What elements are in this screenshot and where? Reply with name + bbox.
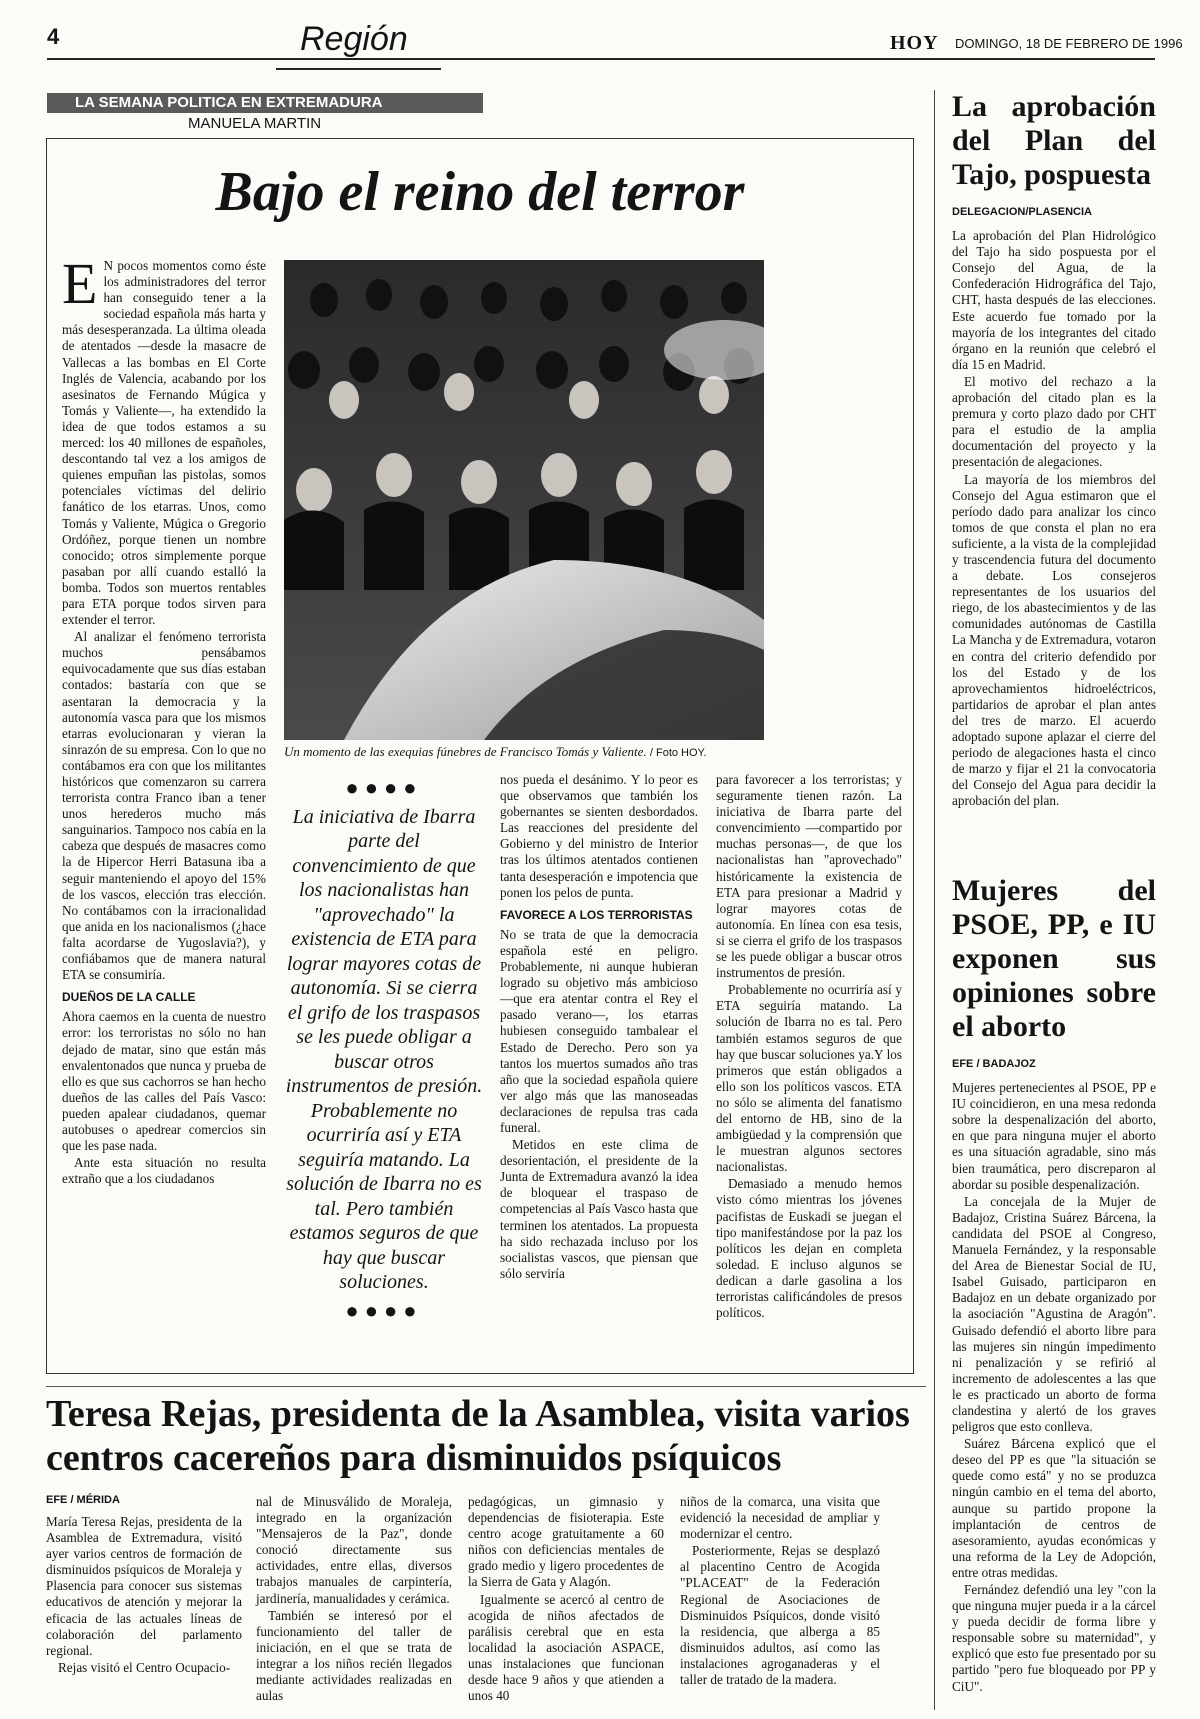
bottom-paragraph: nal de Minusválido de Moraleja, integrado en la organización "Mensajeros de la Paz", donde conoció directamente sus actividades, entre ellas, diversos trabajos manuales de carpintería, jardinería, manualidades y cerámica.: [256, 1494, 452, 1606]
bottom-paragraph: niños de la comarca, una visita que evidenció la necesidad de ampliar y modernizar el centro.: [680, 1494, 880, 1542]
page-number: 4: [47, 24, 60, 49]
main-article-paragraph: Ante esta situación no resulta extraño que a los ciudadanos: [62, 1155, 266, 1187]
main-headline: Bajo el reino del terror: [215, 161, 745, 223]
main-article-column-4: [716, 772, 902, 1322]
section-title: Región: [300, 20, 408, 58]
main-article-paragraph: Al analizar el fenómeno terrorista muchos pensábamos equivocadamente que sus días estaban contados: bastaría con que se asentaran la democracia y la autonomía vasca para que los mismos etarras evolucionaran y vieran la sinrazón de su empresa. Con lo que no contábamos era con que los militantes históricos que comenzaron su carrera terrorista contra Franco iban a tener unos herederos mucho más sanguinarios. Tampoco nos cabía en la cabeza que después de masacres como la de Hipercor Herri Batasuna iba a seguir manteniendo el apoyo del 15% de los vascos, elección tras elección. No contábamos con la irracionalidad que anida en los nacionalismos (¿hace falta acordarse de Yugoslavia?), y confiábamos que de manera natural ETA se consumiría.: [62, 629, 266, 983]
newspaper-name: HOY: [890, 32, 939, 54]
side-source: DELEGACION/PLASENCIA: [952, 206, 1092, 218]
section-underline: [276, 68, 441, 70]
main-article-paragraph: Ahora caemos en la cuenta de nuestro error: los terroristas no sólo no han dejado de matar, sino que están más envalentonados que nunca y prueba de ello es que sus cachorros se han hecho dueños de las calles del País Vasco: pueden apalear ciudadanos, quemar autobuses o apedrear comercios sin que les pase nada.: [62, 1009, 266, 1154]
side-source: EFE / BADAJOZ: [952, 1058, 1036, 1070]
side-paragraph: La aprobación del Plan Hidrológico del Tajo ha sido pospuesta por el Consejo del Agua, de la Confederación Hidrográfica del Tajo, CHT, hasta después de las elecciones. Este acuerdo fue tomado por la mayoría de los integrantes del citado órgano en la reunión que celebró el día 15 en Madrid.: [952, 228, 1156, 372]
column-divider: [934, 90, 935, 1710]
bottom-headline: Teresa Rejas, presidenta de la Asamblea, visita varios centros cacereños para disminuidos psíquicos: [46, 1393, 910, 1479]
header-rule: [47, 58, 1155, 60]
bottom-paragraph: Rejas visitó el Centro Ocupacio-: [58, 1659, 231, 1675]
bottom-article-column-1: [46, 1514, 242, 1677]
side-headline: La aprobación del Plan del Tajo, pospuesta: [952, 90, 1156, 191]
main-article-column-1: [62, 251, 266, 1188]
pull-quote-dots-top: ●●●●: [345, 775, 423, 800]
bottom-article-column-4: [680, 1494, 880, 1689]
drop-cap: E: [62, 251, 98, 316]
side-article-aborto: [952, 874, 1156, 1696]
subheading: DUEÑOS DE LA CALLE: [62, 990, 196, 1005]
side-paragraph: Fernández defendió una ley "con la que ninguna mujer pueda ir a la cárcel y pueda decidir de forma libre y responsable sobre su maternidad", y explicó que esto fue presentado por su partido "pero fue bloqueado por PP y CiU".: [952, 1582, 1156, 1694]
main-article-paragraph: N pocos momentos como éste los administradores del terror han conseguido tener a la sociedad española más harta y más desesperanzada. La última oleada de atentados —desde la masacre de Vallecas a las bombas en El Corte Inglés de Valencia, acabando por los asesinatos de Fernando Múgica y Tomás y Valiente—, ha extendido la idea de que todos estamos a su merced: los 40 millones de españoles, descontando tal vez a los amigos de quienes empuñan las pistolas, somos potenciales víctimas del delirio fanático de los etarras. Unos, como Tomás y Valiente, Múgica o Gregorio Ordóñez, porque tienen un nombre conocido; otros simplemente porque pasaban por allí cuando estalló la bomba. Todos son muertos rentables para ETA porque todos sirven para extender el terror.: [62, 258, 266, 628]
photo-credit: / Foto HOY.: [649, 747, 707, 759]
side-paragraph: El motivo del rechazo a la aprobación del citado plan es la premura y corto plazo dado por CHT para el estudio de la amplia documentación del proyecto y la presentación de alegaciones.: [952, 373, 1156, 470]
main-article-paragraph: Metidos en este clima de desorientación, el presidente de la Junta de Extremadura avanzó la idea de bloquear el traspaso de competencias al País Vasco hasta que terminen los atentados. La propuesta ha sido rechazada incluso por los socialistas vascos, que piensan que sólo serviría: [500, 1137, 698, 1281]
side-headline: Mujeres del PSOE, PP, e IU exponen sus opiniones sobre el aborto: [952, 874, 1156, 1043]
side-paragraph: La mayoría de los miembros del Consejo del Agua estimaron que el período dado para analizar los cinco tomos de que consta el plan no era suficiente, a la vista de la complejidad y trascendencia futura del documento a debate. Los consejeros representantes de los usuarios del riego, de los abastecimientos y de las comunidades autónomas de Castilla La Mancha y de Extremadura, votaron en contra del criterio defendido por los del Estado y de los aprovechamientos hidroeléctricos, partidarios de aprobar el plan antes del tres de marzo. El acuerdo adoptado supone aplazar el cierre del periodo de alegaciones hasta el cinco de marzo y fijar el 21 la convocatoria del Consejo del Agua para decidir la aprobación del plan.: [952, 471, 1156, 809]
side-paragraph: Suárez Bárcena explicó que el deseo del PP es que "la situación se quede como está" y no se produzca ningún cambio en el tema del aborto, aunque su partido propone la implantación de centros de asesoramiento, ayudas económicas y una reforma de la Ley de Adopción, entre otras medidas.: [952, 1436, 1156, 1580]
side-paragraph: La concejala de la Mujer de Badajoz, Cristina Suárez Bárcena, la candidata del PSOE al Congreso, Manuela Fernández, y la responsable del Area de Bienestar Social de IU, Isabel Guisado, participaron en Badajoz en un debate organizado por la asociación "Agustina de Aragón". Guisado defendió el aborto libre para las mujeres sin ningún impedimento ni penalización y se refirió al incremento de adolescentes a las que le es practicado un aborto de forma clandestina y alertó de los graves peligros que esto conlleva.: [952, 1193, 1156, 1435]
side-paragraph: Mujeres pertenecientes al PSOE, PP e IU coincidieron, en una mesa redonda sobre la despenalización del aborto, en que para ninguna mujer el aborto es una situación agradable, sino más bien traumática, pero discreparon al abordar su posible despenalización.: [952, 1080, 1156, 1192]
main-article-paragraph: para favorecer a los terroristas; y seguramente tienen razón. La iniciativa de Ibarra parte del convencimiento —compartido por muchas personas—, de que los nacionalistas han "aprovechado" históricamente la existencia de ETA para presionar a Madrid y lograr mayores cotas de autonomía. En línea con esa tesis, si se cierra el grifo de los traspasos se les puede obligar a buscar otros instrumentos de presión.: [716, 772, 902, 981]
author-byline: MANUELA MARTIN: [188, 115, 322, 132]
bottom-paragraph: Posteriormente, Rejas se desplazó al placentino Centro de Acogida "PLACEAT" de la Federación Regional de Asociaciones de Disminuidos Psíquicos, donde visitó la residencia, que alberga a 85 disminuidos adultos, así como las instalaciones agroganaderas y el taller de tratado de la madera.: [680, 1543, 880, 1688]
side-article-plan-tajo: [952, 90, 1156, 810]
bottom-article-column-3: [468, 1494, 664, 1705]
main-article-paragraph: Demasiado a menudo hemos visto cómo mientras los jóvenes pacifistas de Euskadi se juegan el tipo manifestándose por la paz los políticos les dejan en completa soledad. E incluso algunos se dedican a darle gasolina a los terroristas calificándoles de presos políticos.: [716, 1176, 902, 1321]
bottom-paragraph: También se interesó por el funcionamiento del taller de iniciación, en el que se trata de integrar a los niños recién llegados mediante actividades realizadas en aulas: [256, 1607, 452, 1704]
pull-quote-dots-bottom: ●●●●: [345, 1297, 423, 1323]
main-article-paragraph: Probablemente no ocurriría así y ETA seguiría matando. La solución de Ibarra no es tal. Pero también estamos seguros de que hay que buscar soluciones ya.Y los primeros que están obligados a ello son los políticos vascos. ETA no sólo se alimenta del fanatismo del entorno de HB, sino de la ambigüedad y la comprensión que le muestran algunos sectores nacionalistas.: [716, 982, 902, 1175]
bottom-source: EFE / MÉRIDA: [46, 1494, 120, 1506]
main-article-paragraph: nos pueda el desánimo. Y lo peor es que observamos que también los gobernantes se sienten desbordados. Las reacciones del presidente del Gobierno y del ministro de Interior tras los últimos atentados contienen tanta desesperación e impotencia que ponen los pelos de punta.: [500, 772, 698, 900]
bottom-article-column-2: [256, 1494, 452, 1705]
bottom-paragraph: pedagógicas, un gimnasio y dependencias de fisioterapia. Este centro acoge gratuitamente a 60 niños con deficiencias mentales de grado medio y ligero procedentes de la Sierra de Gata y Alagón.: [468, 1494, 664, 1590]
photo-caption: [284, 744, 764, 760]
bottom-rule: [46, 1386, 926, 1387]
issue-date: DOMINGO, 18 DE FEBRERO DE 1996: [955, 36, 1183, 51]
bottom-paragraph: María Teresa Rejas, presidenta de la Asamblea de Extremadura, visitó ayer varios centros de formación de disminuidos psíquicos de Moraleja y Plasencia para conocer sus sistemas educativos de atención y mejorar la eficacia de las actuales líneas de colaboración del parlamento regional.: [46, 1514, 242, 1658]
pull-quote-text: La iniciativa de Ibarra parte del convencimiento de que los nacionalistas han "aprovechado" la existencia de ETA para lograr mayores cotas de autonomía. Si se cierra el grifo de los traspasos se les puede obligar a buscar otros instrumentos de presión. Probablemente no ocurriría así y ETA seguiría matando. La solución de Ibarra no es tal. Pero también estamos seguros de que hay que buscar soluciones.: [285, 805, 483, 1293]
bottom-paragraph: Igualmente se acercó al centro de acogida de niños afectados de parálisis cerebral que en esta localidad la asociación ASPACE, unas instalaciones que funcionan desde hace 9 años y que atienden a unos 40: [468, 1591, 664, 1704]
funeral-photo: [284, 260, 764, 740]
main-article-paragraph: No se trata de que la democracia española esté en peligro. Probablemente, ni aunque hubieran logrado su objetivo más ambicioso —que era atentar contra el Rey el pasado verano—, los etarras hubiesen conseguido tambalear el Estado de Derecho. Pero son ya tantos los muertos sumados año tras año que la sociedad española quiere ver algo más que las manoseadas declaraciones de repulsa tras cada funeral.: [500, 926, 698, 1135]
main-article-column-3: [500, 772, 698, 1283]
pull-quote: [284, 772, 484, 1327]
subheading: FAVORECE A LOS TERRORISTAS: [500, 907, 693, 922]
column-kicker: LA SEMANA POLITICA EN EXTREMADURA: [47, 93, 483, 113]
caption-text: Un momento de las exequias fúnebres de Francisco Tomás y Valiente.: [284, 744, 647, 759]
